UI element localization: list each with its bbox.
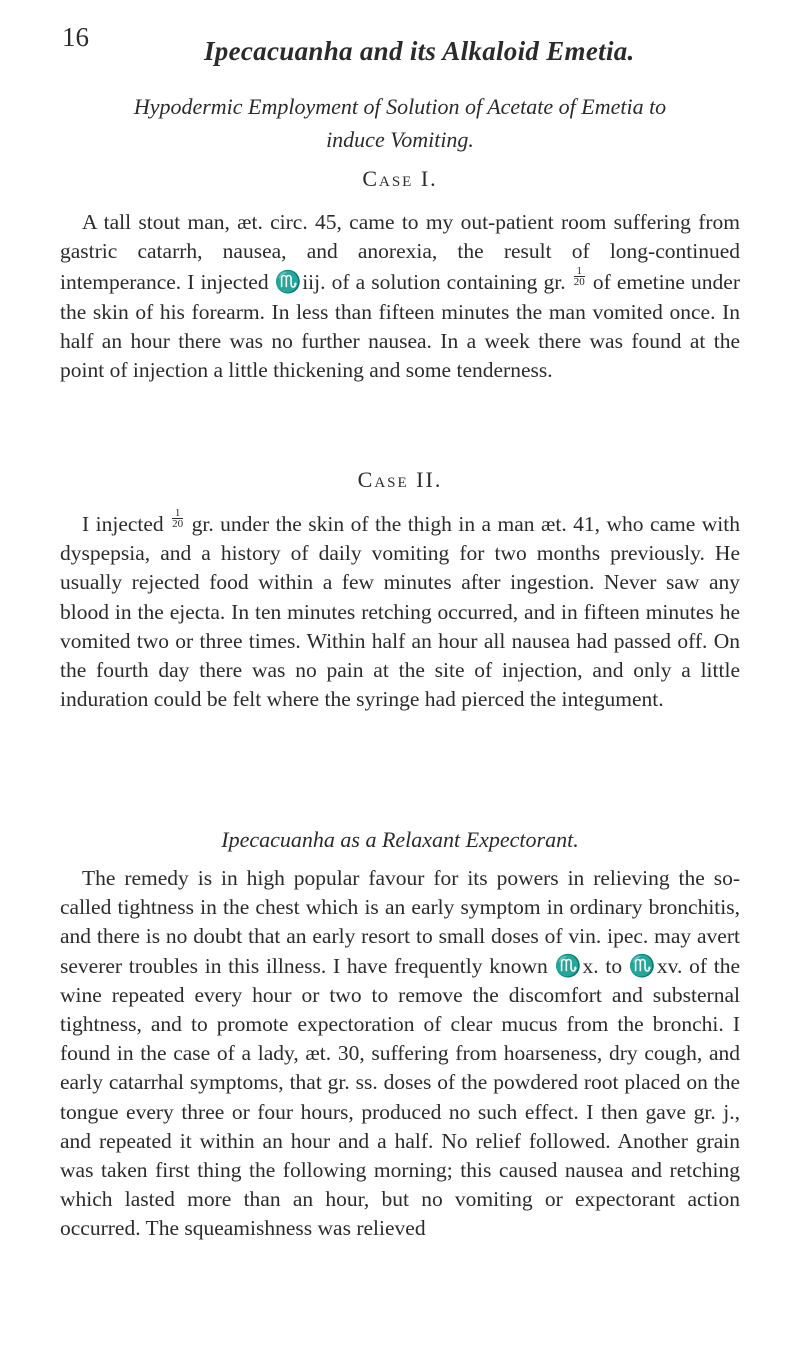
case-2-paragraph (60, 508, 740, 714)
page-number: 16 (62, 22, 89, 52)
section-title-expectorant: Ipecacuanha as a Relaxant Expectorant. (221, 827, 579, 852)
case-1-heading: Case I. (362, 166, 438, 191)
case-2-text-b: gr. under the skin of the thigh in a man æt. 41, who came with dyspepsia, and a history of daily vomiting for two months previously. He usually rejected food within a few minutes after ingestion. Never saw any blood in the ejecta. In ten minutes retching occurred, and in fifteen minutes he vomited two or three times. Within half an hour all nausea had passed off. On the fourth day there was no pain at the site of injection, and only a little induration could be felt where the syringe had pierced the integument. (60, 512, 741, 712)
section-title-line-2: induce Vomiting. (326, 127, 474, 152)
fraction-one-twentieth-2: $\frac{1}{20}$ (172, 507, 184, 530)
section-title-hypodermic (60, 90, 740, 156)
running-head: Ipecacuanha and its Alkaloid Emetia. (204, 36, 635, 66)
case-1-text-b: of emetine under the skin of his forearm. In less than fifteen minutes the man vomited once. In half an hour there was no further nausea. In a week there was found at the point of injection a little thickening and some tenderness. (60, 270, 740, 383)
case-1-text-a: A tall stout man, æt. circ. 45, came to my out-patient room suffering from gastric catarrh, nausea, and anorexia, the result of long-continued intemperance. I injected ♏iij. of a solution containing gr. (60, 210, 740, 295)
case-2-text-a: I injected (82, 512, 164, 536)
case-1-paragraph (60, 208, 740, 385)
fraction-one-twentieth: $\frac{1}{20}$ (573, 265, 585, 289)
case-2-heading: Case II. (357, 467, 443, 492)
expectorant-text: The remedy is in high popular favour for its powers in relieving the so-called tightness in the chest which is an early symptom in ordinary bronchitis, and there is no doubt that an early resort to small doses of vin. ipec. may avert severer troubles in this illness. I have frequently known ♏x. to ♏xv. of the wine repeated every hour or two to remove the discomfort and substernal tightness, and to promote expectoration of clear mucus from the bronchi. I found in the case of a lady, æt. 30, suffering from hoarseness, dry cough, and early catarrhal symptoms, that gr. ss. doses of the powdered root placed on the tongue every three or four hours, produced no such effect. I then gave gr. j., and repeated it within an hour and a half. No relief followed. Another grain was taken first thing the following morning; this caused nausea and retching which lasted more than an hour, but no vomiting or expectorant action occurred. The squeamishness was relieved (60, 866, 740, 1241)
expectorant-paragraph (60, 864, 740, 1244)
section-title-line-1: Hypodermic Employment of Solution of Acetate of Emetia to (133, 94, 667, 119)
